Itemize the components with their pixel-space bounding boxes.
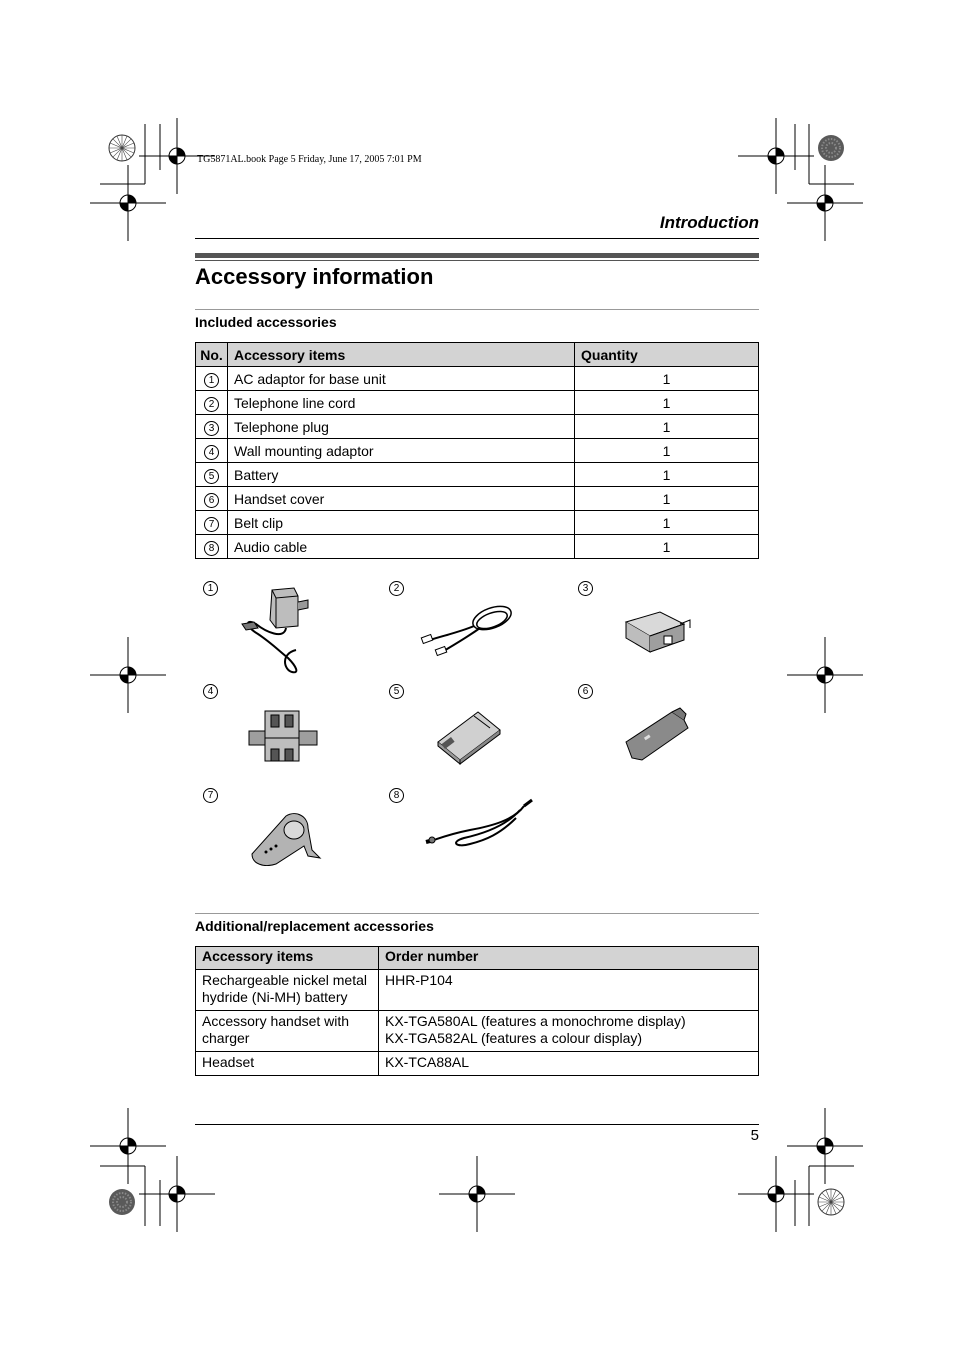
table-row	[196, 391, 759, 415]
page-title: Accessory information	[195, 264, 434, 289]
item-name: Telephone line cord	[228, 391, 575, 415]
item-name: Audio cable	[228, 535, 575, 559]
item-quantity: 1	[575, 391, 759, 415]
item-number: 6	[204, 493, 219, 508]
figure-number: 7	[203, 788, 218, 803]
figure-number: 6	[578, 684, 593, 699]
item-quantity: 1	[575, 511, 759, 535]
item-number: 8	[204, 541, 219, 556]
item-name: Battery	[228, 463, 575, 487]
table-row	[196, 1052, 759, 1076]
included-heading: Included accessories	[195, 314, 337, 330]
table-header-row	[196, 343, 759, 367]
included-accessories-table	[195, 342, 759, 559]
battery-icon	[434, 706, 506, 766]
section-label: Introduction	[659, 213, 759, 232]
order-number: KX-TGA580AL (features a monochrome display) KX-TGA582AL (features a colour display)	[379, 1011, 759, 1052]
belt-clip-icon	[246, 810, 322, 866]
table-row	[196, 415, 759, 439]
item-quantity: 1	[575, 463, 759, 487]
item-name: Handset cover	[228, 487, 575, 511]
order-number: HHR-P104	[379, 970, 759, 1011]
item-number: 3	[204, 421, 219, 436]
item-quantity: 1	[575, 439, 759, 463]
figure-number: 2	[389, 581, 404, 596]
col-header-no: No.	[196, 343, 228, 367]
item-number: 7	[204, 517, 219, 532]
ac-adaptor-icon	[236, 582, 326, 677]
item-name: Telephone plug	[228, 415, 575, 439]
col-header-items: Accessory items	[228, 343, 575, 367]
col-header-items: Accessory items	[196, 947, 379, 970]
order-number: KX-TCA88AL	[379, 1052, 759, 1076]
figure-number: 8	[389, 788, 404, 803]
table-row	[196, 463, 759, 487]
table-row	[196, 439, 759, 463]
table-row	[196, 535, 759, 559]
item-name: Accessory handset with charger	[196, 1011, 379, 1052]
item-number: 4	[204, 445, 219, 460]
figure-number: 4	[203, 684, 218, 699]
item-number: 5	[204, 469, 219, 484]
item-number: 2	[204, 397, 219, 412]
page-number: 5	[750, 1127, 759, 1144]
included-rule	[195, 309, 759, 310]
col-header-quantity: Quantity	[575, 343, 759, 367]
item-name: Belt clip	[228, 511, 575, 535]
table-row	[196, 367, 759, 391]
additional-accessories-table	[195, 946, 759, 1076]
additional-heading: Additional/replacement accessories	[195, 918, 434, 934]
print-line: TG5871AL.book Page 5 Friday, June 17, 2005 7:01 PM	[197, 154, 422, 165]
figure-number: 1	[203, 581, 218, 596]
footer-rule	[195, 1124, 759, 1125]
col-header-order-number: Order number	[379, 947, 759, 970]
telephone-plug-icon	[620, 606, 695, 661]
item-name: Wall mounting adaptor	[228, 439, 575, 463]
telephone-line-cord-icon	[420, 600, 520, 660]
header-rule	[195, 238, 759, 239]
table-row	[196, 1011, 759, 1052]
table-row	[196, 511, 759, 535]
item-quantity: 1	[575, 415, 759, 439]
title-bar	[195, 253, 759, 258]
item-name: Rechargeable nickel metal hydride (Ni-MH) battery	[196, 970, 379, 1011]
item-quantity: 1	[575, 487, 759, 511]
item-name: AC adaptor for base unit	[228, 367, 575, 391]
additional-rule	[195, 913, 759, 914]
wall-mounting-adaptor-icon	[243, 705, 323, 769]
title-bar-thin	[195, 260, 759, 261]
figure-number: 5	[389, 684, 404, 699]
item-quantity: 1	[575, 535, 759, 559]
figure-number: 3	[578, 581, 593, 596]
item-number: 1	[204, 373, 219, 388]
item-quantity: 1	[575, 367, 759, 391]
table-row	[196, 970, 759, 1011]
handset-cover-icon	[620, 706, 692, 768]
table-row	[196, 487, 759, 511]
table-header-row	[196, 947, 759, 970]
item-name: Headset	[196, 1052, 379, 1076]
audio-cable-icon	[420, 796, 540, 852]
